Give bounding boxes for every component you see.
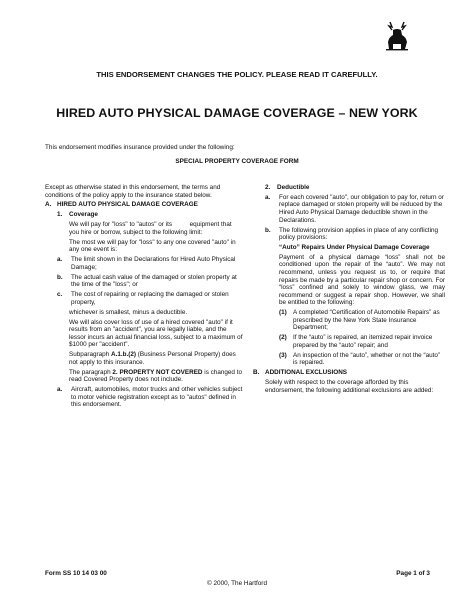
exclusion-item-a-label: a. xyxy=(57,386,63,394)
deductible-item-a-label: a. xyxy=(265,193,271,201)
exclusion-item-a xyxy=(45,386,243,409)
page-title: HIRED AUTO PHYSICAL DAMAGE COVERAGE – NEW YORK xyxy=(56,106,418,120)
limit-item-c-label: c. xyxy=(57,291,63,299)
limit-item-c xyxy=(45,291,243,306)
limit-item-a-text: The limit shown in the Declarations for Hired Auto Physical Damage; xyxy=(71,256,236,271)
item-2-heading xyxy=(253,184,445,192)
section-b-title: ADDITIONAL EXCLUSIONS xyxy=(265,369,348,377)
paragraph-pre: The paragraph xyxy=(69,368,113,376)
copyright: © 2000, The Hartford xyxy=(206,580,267,587)
deductible-item-b-label: b. xyxy=(265,226,271,234)
limit-item-b-label: b. xyxy=(57,273,63,281)
left-column xyxy=(45,184,243,411)
repairs-heading: “Auto” Repairs Under Physical Damage Coverage xyxy=(279,244,430,251)
coverage-paragraph: We will pay for "loss" to "autos" or its equipment that you hire or borrow, subject to the following limit: xyxy=(69,221,234,236)
form-number: Form SS 10 14 03 00 xyxy=(45,570,107,577)
section-b-text: Solely with respect to the coverage afforded by this endorsement, the following additional exclusions are added: xyxy=(265,379,434,394)
section-b-heading xyxy=(253,369,445,377)
subparagraph-pre: Subparagraph xyxy=(69,351,111,359)
form-name: SPECIAL PROPERTY COVERAGE FORM xyxy=(175,158,299,165)
entitlement-item-2-label: (2) xyxy=(279,334,287,342)
item-1-label: 1. xyxy=(57,211,63,219)
section-a-title: HIRED AUTO PHYSICAL DAMAGE COVERAGE xyxy=(57,201,198,209)
limit-item-c-text: The cost of repairing or replacing the damaged or stolen property, xyxy=(71,291,229,306)
entitlement-item-2 xyxy=(253,334,445,349)
deductible-item-a-text: For each covered "auto", our obligation to pay for, return or replace damaged or stolen property will be reduced by the Hired Auto Physical Damage deductible shown in the Declarations. xyxy=(279,193,444,224)
subparagraph-post: (Business Personal Property) does not apply to this insurance. xyxy=(69,351,236,366)
exclusion-item-a-text: Aircraft, automobiles, motor trucks and other vehicles subject to motor vehicle registration except as to "autos" defined in this endorsement. xyxy=(71,386,243,409)
limit-item-a xyxy=(45,256,243,271)
subparagraph-ref: A.1.b.(2) xyxy=(110,351,137,359)
limit-paragraph: The most we will pay for "loss" to any one covered "auto" in any one event is: xyxy=(69,238,236,254)
whichever-text: whichever is smallest, minus a deductible. xyxy=(69,308,188,316)
item-2-label: 2. xyxy=(265,184,271,191)
entitlement-item-1-label: (1) xyxy=(279,309,287,317)
entitlement-item-3-label: (3) xyxy=(279,351,287,359)
intro-text: This endorsement modifies insurance provided under the following: xyxy=(45,144,235,151)
entitlement-item-2-text: If the “auto” is repaired, an itemized repair invoice prepared by the “auto” repair; and xyxy=(293,334,433,349)
loss-of-use-paragraph: We will also cover loss of use of a hired covered "auto" if it results from an "accident", you are legally liable, and the lessor incurs an actual financial loss, subject to a maximum of $1000 per "accident". xyxy=(69,318,243,349)
section-a-heading xyxy=(45,201,243,209)
entitlement-item-3 xyxy=(253,352,445,367)
limit-item-b xyxy=(45,274,243,289)
stag-logo-icon xyxy=(380,18,414,52)
item-1-title: Coverage xyxy=(69,211,98,219)
entitlement-item-3-text: An inspection of the “auto”, whether or not the “auto” is repaired. xyxy=(293,351,441,367)
item-2-title: Deductible xyxy=(277,184,310,191)
section-b-label: B. xyxy=(253,369,260,377)
deductible-item-b-text: The following provision applies in place of any conflicting policy provisions: xyxy=(279,226,439,242)
section-a-label: A. xyxy=(45,201,52,209)
property-not-covered-note xyxy=(45,369,243,384)
subparagraph-note xyxy=(45,351,243,366)
entitlement-item-1-text: A completed “Certification of Automobile Repairs” as prescribed by the New York State Insurance Department; xyxy=(293,309,440,332)
deductible-item-a xyxy=(253,194,445,224)
limit-item-b-text: The actual cash value of the damaged or stolen property at the time of the "loss"; or xyxy=(71,273,237,289)
entitlement-item-1 xyxy=(253,309,445,332)
item-1-heading xyxy=(45,211,243,219)
opening-paragraph: Except as otherwise stated in this endorsement, the terms and conditions of the policy apply to the insurance stated below. xyxy=(45,184,221,199)
right-column xyxy=(253,184,445,397)
paragraph-ref: 2. PROPERTY NOT COVERED xyxy=(112,368,203,376)
repairs-paragraph: Payment of a physical damage “loss” shall not be conditioned upon the repair of the “auto”. We may not recommend, unless you request us to, or require that repairs be made by a particular repair shop or concern. For “loss” confined and solely to window glass, we may recommend or suggest a repair shop. However, we shall be entitled to the following: xyxy=(279,253,445,307)
policy-notice: THIS ENDORSEMENT CHANGES THE POLICY. PLEASE READ IT CAREFULLY. xyxy=(96,70,378,79)
deductible-item-b xyxy=(253,227,445,242)
page-number: Page 1 of 3 xyxy=(396,570,430,577)
paragraph-post: is changed to read Covered Property does not include. xyxy=(69,368,243,384)
limit-item-a-label: a. xyxy=(57,256,63,264)
